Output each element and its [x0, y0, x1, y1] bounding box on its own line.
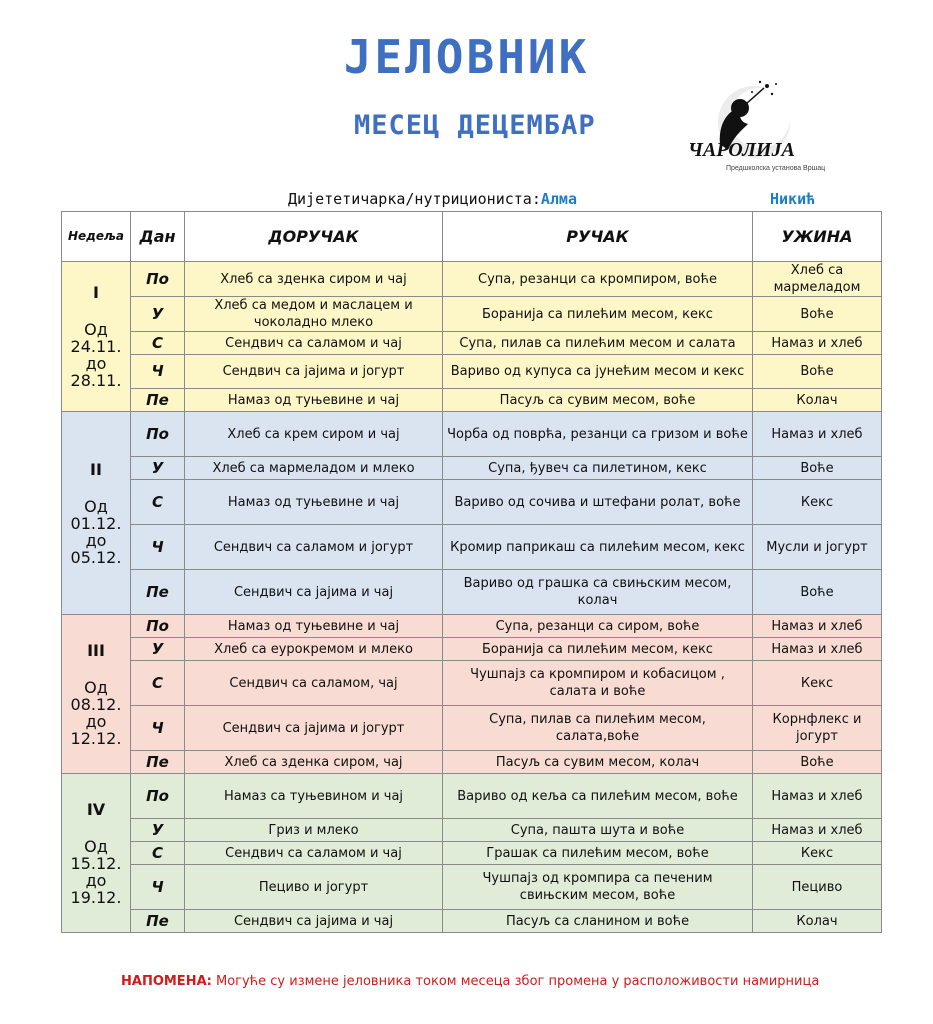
- lunch-cell: Боранија са пилећим месом, кекс: [443, 638, 753, 661]
- snack-cell: Воће: [753, 751, 882, 774]
- header-lunch: РУЧАК: [443, 212, 753, 262]
- week-from: 01.12.: [70, 513, 122, 533]
- snack-cell: Хлеб са мармеладом: [753, 262, 882, 297]
- day-cell: Пе: [131, 910, 185, 933]
- lunch-cell: Чорба од поврћа, резанци са гризом и воће: [443, 412, 753, 457]
- snack-cell: Кекс: [753, 661, 882, 706]
- page-subtitle: МЕСЕЦ ДЕЦЕМБАР: [354, 110, 596, 141]
- snack-cell: Колач: [753, 910, 882, 933]
- table-row: [62, 355, 882, 389]
- day-cell: У: [131, 297, 185, 332]
- breakfast-cell: Сендвич са јајима и јогурт: [185, 706, 443, 751]
- day-cell: По: [131, 412, 185, 457]
- breakfast-cell: Намаз од туњевине и чај: [185, 480, 443, 525]
- menu-table: [61, 211, 882, 933]
- snack-cell: Кекс: [753, 480, 882, 525]
- snack-cell: Намаз и хлеб: [753, 774, 882, 819]
- day-cell: По: [131, 774, 185, 819]
- header-breakfast: ДОРУЧАК: [185, 212, 443, 262]
- lunch-cell: Супа, пашта шута и воће: [443, 819, 753, 842]
- snack-cell: Воће: [753, 355, 882, 389]
- breakfast-cell: Хлеб са зденка сиром и чај: [185, 262, 443, 297]
- week-from: 15.12.: [70, 853, 122, 873]
- logo-text: ЧАРОЛИЈА: [688, 139, 795, 161]
- week-roman: II: [90, 459, 102, 479]
- table-row: [62, 615, 882, 638]
- lunch-cell: Пасуљ са сувим месом, воће: [443, 389, 753, 412]
- table-row: [62, 389, 882, 412]
- table-row: [62, 819, 882, 842]
- table-row: [62, 457, 882, 480]
- week-do: до: [85, 530, 107, 550]
- day-cell: У: [131, 457, 185, 480]
- week-od: Од: [84, 836, 108, 856]
- breakfast-cell: Сендвич са саламом и чај: [185, 332, 443, 355]
- lunch-cell: Супа, пилав са пилећим месом и салата: [443, 332, 753, 355]
- snack-cell: Воће: [753, 570, 882, 615]
- breakfast-cell: Гриз и млеко: [185, 819, 443, 842]
- day-cell: У: [131, 819, 185, 842]
- table-row: [62, 910, 882, 933]
- week-cell: [62, 262, 131, 412]
- snack-cell: Пециво: [753, 865, 882, 910]
- day-cell: У: [131, 638, 185, 661]
- note-label: НАПОМЕНА:: [121, 974, 212, 989]
- snack-cell: Воће: [753, 457, 882, 480]
- week-od: Од: [84, 677, 108, 697]
- snack-cell: Кекс: [753, 842, 882, 865]
- day-cell: С: [131, 842, 185, 865]
- lunch-cell: Чушпајз са кромпиром и кобасицом , салата и воће: [443, 661, 753, 706]
- week-od: Од: [84, 496, 108, 516]
- table-row: [62, 297, 882, 332]
- breakfast-cell: Сендвич са јајима и чај: [185, 910, 443, 933]
- lunch-cell: Пасуљ са сувим месом, колач: [443, 751, 753, 774]
- snack-cell: Намаз и хлеб: [753, 615, 882, 638]
- week-cell: [62, 615, 131, 774]
- week-from: 24.11.: [70, 337, 122, 356]
- week-do: до: [85, 870, 107, 890]
- week-do: до: [85, 711, 107, 731]
- table-row: [62, 865, 882, 910]
- lunch-cell: Вариво од кеља са пилећим месом, воће: [443, 774, 753, 819]
- table-row: [62, 570, 882, 615]
- table-row: [62, 774, 882, 819]
- header-day: Дан: [131, 212, 185, 262]
- day-cell: Пе: [131, 389, 185, 412]
- breakfast-cell: Намаз од туњевине и чај: [185, 389, 443, 412]
- day-cell: Ч: [131, 355, 185, 389]
- day-cell: Ч: [131, 865, 185, 910]
- week-cell: [62, 412, 131, 615]
- breakfast-cell: Сендвич са саламом и јогурт: [185, 525, 443, 570]
- breakfast-cell: Сендвич са саламом, чај: [185, 661, 443, 706]
- lunch-cell: Вариво од грашка са свињским месом, колач: [443, 570, 753, 615]
- lunch-cell: Чушпајз од кромпира са печеним свињским месом, воће: [443, 865, 753, 910]
- day-cell: Пе: [131, 751, 185, 774]
- lunch-cell: Кромир паприкаш са пилећим месом, кекс: [443, 525, 753, 570]
- table-row: [62, 706, 882, 751]
- week-do: до: [85, 354, 107, 373]
- lunch-cell: Супа, ђувеч са пилетином, кекс: [443, 457, 753, 480]
- table-header-row: [62, 212, 882, 262]
- dietitian-surname: Никић: [770, 190, 816, 208]
- week-from: 08.12.: [70, 694, 122, 714]
- dietitian-line: Дијететичарка/нутрициониста:Алма: [288, 190, 577, 208]
- day-cell: Пе: [131, 570, 185, 615]
- breakfast-cell: Пециво и јогурт: [185, 865, 443, 910]
- snack-cell: Намаз и хлеб: [753, 412, 882, 457]
- table-row: [62, 332, 882, 355]
- lunch-cell: Вариво од сочива и штефани ролат, воће: [443, 480, 753, 525]
- breakfast-cell: Хлеб са крем сиром и чај: [185, 412, 443, 457]
- table-row: [62, 842, 882, 865]
- logo-caption: Предшколска установа Вршац: [726, 165, 826, 172]
- snack-cell: Намаз и хлеб: [753, 332, 882, 355]
- breakfast-cell: Хлеб са зденка сиром, чај: [185, 751, 443, 774]
- lunch-cell: Вариво од купуса са јунећим месом и кекс: [443, 355, 753, 389]
- day-cell: С: [131, 332, 185, 355]
- snack-cell: Намаз и хлеб: [753, 638, 882, 661]
- snack-cell: Намаз и хлеб: [753, 819, 882, 842]
- day-cell: По: [131, 615, 185, 638]
- lunch-cell: Супа, резанци са сиром, воће: [443, 615, 753, 638]
- breakfast-cell: Намаз са туњевином и чај: [185, 774, 443, 819]
- lunch-cell: Боранија са пилећим месом, кекс: [443, 297, 753, 332]
- table-row: [62, 638, 882, 661]
- breakfast-cell: Хлеб са мармеладом и млеко: [185, 457, 443, 480]
- header-snack: УЖИНА: [753, 212, 882, 262]
- snack-cell: Корнфлекс и јогурт: [753, 706, 882, 751]
- week-to: 05.12.: [70, 547, 122, 567]
- week-roman: IV: [86, 799, 106, 819]
- note-text: Могуће су измене јеловника током месеца због промена у расположивости намирница: [211, 974, 820, 989]
- breakfast-cell: Сендвич са јајима и јогурт: [185, 355, 443, 389]
- breakfast-cell: Намаз од туњевине и чај: [185, 615, 443, 638]
- lunch-cell: Грашак са пилећим месом, воће: [443, 842, 753, 865]
- day-cell: По: [131, 262, 185, 297]
- kindergarten-logo: [668, 74, 830, 180]
- day-cell: С: [131, 661, 185, 706]
- week-roman: III: [87, 640, 105, 660]
- table-row: [62, 412, 882, 457]
- week-to: 12.12.: [70, 728, 122, 748]
- breakfast-cell: Сендвич са саламом и чај: [185, 842, 443, 865]
- week-roman: I: [93, 283, 99, 302]
- day-cell: Ч: [131, 706, 185, 751]
- breakfast-cell: Хлеб са еурокремом и млеко: [185, 638, 443, 661]
- page-title: ЈЕЛОВНИК: [343, 30, 590, 84]
- week-to: 19.12.: [70, 887, 122, 907]
- snack-cell: Воће: [753, 297, 882, 332]
- table-row: [62, 480, 882, 525]
- note: [121, 971, 821, 992]
- breakfast-cell: Сендвич са јајима и чај: [185, 570, 443, 615]
- table-row: [62, 262, 882, 297]
- breakfast-cell: Хлеб са медом и маслацем и чоколадно млеко: [185, 297, 443, 332]
- table-row: [62, 525, 882, 570]
- day-cell: С: [131, 480, 185, 525]
- header-week: Недеља: [62, 212, 131, 262]
- lunch-cell: Пасуљ са сланином и воће: [443, 910, 753, 933]
- week-cell: [62, 774, 131, 933]
- table-row: [62, 751, 882, 774]
- day-cell: Ч: [131, 525, 185, 570]
- lunch-cell: Супа, резанци са кромпиром, воће: [443, 262, 753, 297]
- week-od: Од: [84, 320, 108, 339]
- week-to: 28.11.: [70, 371, 122, 390]
- snack-cell: Мусли и јогурт: [753, 525, 882, 570]
- lunch-cell: Супа, пилав са пилећим месом, салата,воће: [443, 706, 753, 751]
- snack-cell: Колач: [753, 389, 882, 412]
- table-row: [62, 661, 882, 706]
